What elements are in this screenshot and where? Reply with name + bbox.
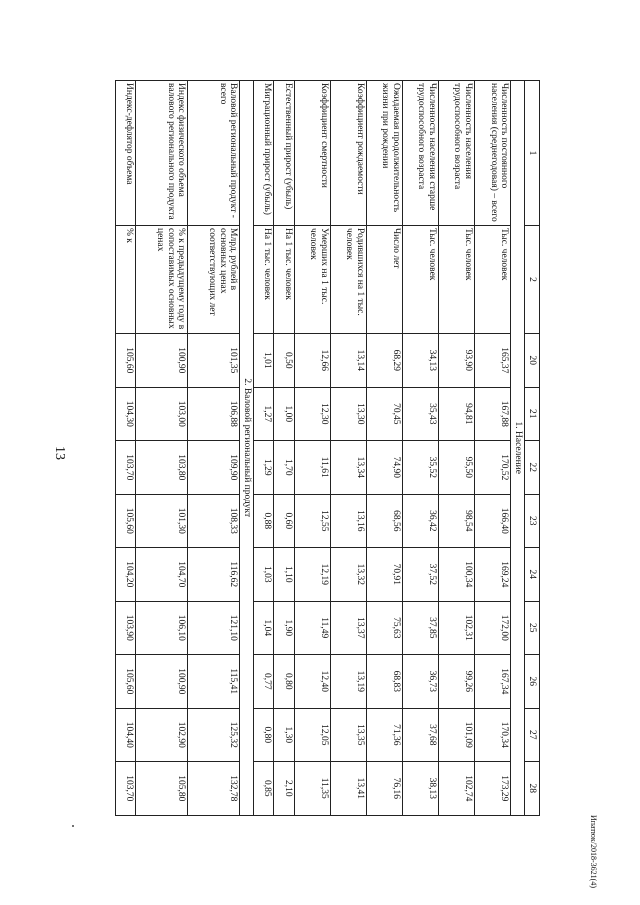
- value-cell: 95,50: [438, 441, 474, 495]
- table-row: [474, 81, 510, 816]
- value-cell: 101,35: [188, 334, 240, 388]
- value-cell: 12,66: [294, 334, 330, 388]
- value-cell: 76,16: [366, 762, 402, 816]
- value-cell: 104,20: [116, 548, 136, 602]
- value-cell: 103,70: [116, 762, 136, 816]
- value-cell: 12,30: [294, 387, 330, 441]
- value-cell: 103,70: [116, 441, 136, 495]
- column-header: 25: [525, 601, 540, 655]
- unit-cell: Тыс. человек: [402, 226, 438, 334]
- value-cell: 68,83: [366, 655, 402, 709]
- value-cell: 13,41: [330, 762, 366, 816]
- value-cell: 71,36: [366, 708, 402, 762]
- indicator-name-cell: Миграционный прирост (убыль): [254, 81, 274, 226]
- table-row: [136, 81, 188, 816]
- value-cell: 13,37: [330, 601, 366, 655]
- section-heading-population: 1. Население: [511, 81, 525, 816]
- value-cell: 12,40: [294, 655, 330, 709]
- value-cell: 35,43: [402, 387, 438, 441]
- scan-speck: [72, 825, 74, 827]
- value-cell: 1,90: [274, 601, 294, 655]
- value-cell: 169,24: [474, 548, 510, 602]
- page-number: 13: [52, 446, 67, 460]
- table-row: [294, 81, 330, 816]
- value-cell: 101,09: [438, 708, 474, 762]
- value-cell: 94,81: [438, 387, 474, 441]
- value-cell: 105,60: [116, 334, 136, 388]
- value-cell: 100,90: [136, 655, 188, 709]
- value-cell: 75,63: [366, 601, 402, 655]
- value-cell: 103,90: [116, 601, 136, 655]
- value-cell: 0,80: [274, 655, 294, 709]
- section-heading-grp: 2. Валовой региональный продукт: [240, 81, 254, 816]
- value-cell: 102,90: [136, 708, 188, 762]
- value-cell: 13,16: [330, 494, 366, 548]
- value-cell: 37,85: [402, 601, 438, 655]
- value-cell: 0,88: [254, 494, 274, 548]
- value-cell: 167,34: [474, 655, 510, 709]
- value-cell: 36,42: [402, 494, 438, 548]
- table-row: [366, 81, 402, 816]
- value-cell: 1,00: [274, 387, 294, 441]
- column-header: 23: [525, 494, 540, 548]
- value-cell: 100,90: [136, 334, 188, 388]
- value-cell: 13,19: [330, 655, 366, 709]
- value-cell: 1,04: [254, 601, 274, 655]
- value-cell: 106,10: [136, 601, 188, 655]
- value-cell: 104,70: [136, 548, 188, 602]
- column-header: 27: [525, 708, 540, 762]
- unit-cell: % к предыдущему году в сопоставимых основных ценах: [136, 226, 188, 334]
- value-cell: 37,68: [402, 708, 438, 762]
- value-cell: 0,50: [274, 334, 294, 388]
- value-cell: 100,34: [438, 548, 474, 602]
- value-cell: 108,33: [188, 494, 240, 548]
- value-cell: 0,85: [254, 762, 274, 816]
- value-cell: 105,80: [136, 762, 188, 816]
- column-header: 22: [525, 441, 540, 495]
- unit-cell: Тыс. человек: [474, 226, 510, 334]
- value-cell: 13,14: [330, 334, 366, 388]
- unit-cell: Родившихся на 1 тыс. человек: [330, 226, 366, 334]
- value-cell: 99,26: [438, 655, 474, 709]
- value-cell: 172,00: [474, 601, 510, 655]
- column-header: 20: [525, 334, 540, 388]
- table-row: [274, 81, 294, 816]
- table-row: [330, 81, 366, 816]
- value-cell: 68,29: [366, 334, 402, 388]
- unit-cell: На 1 тыс. человек: [274, 226, 294, 334]
- value-cell: 165,37: [474, 334, 510, 388]
- value-cell: 13,35: [330, 708, 366, 762]
- value-cell: 121,10: [188, 601, 240, 655]
- value-cell: 105,60: [116, 655, 136, 709]
- value-cell: 12,55: [294, 494, 330, 548]
- value-cell: 132,78: [188, 762, 240, 816]
- value-cell: 1,10: [274, 548, 294, 602]
- indicator-name-cell: Коэффициент смертности: [294, 81, 330, 226]
- column-header: 1: [525, 81, 540, 226]
- value-cell: 1,03: [254, 548, 274, 602]
- value-cell: 93,90: [438, 334, 474, 388]
- value-cell: 38,13: [402, 762, 438, 816]
- value-cell: 12,19: [294, 548, 330, 602]
- header-row: [525, 81, 540, 816]
- value-cell: 36,73: [402, 655, 438, 709]
- value-cell: 166,40: [474, 494, 510, 548]
- indicator-name-cell: Численность населения трудоспособного возраста: [438, 81, 474, 226]
- value-cell: 70,45: [366, 387, 402, 441]
- value-cell: 11,61: [294, 441, 330, 495]
- indicator-name-cell: Индекс физического объема валового регионального продукта: [136, 81, 188, 226]
- indicator-name-cell: Ожидаемая продолжительность жизни при рождении: [366, 81, 402, 226]
- unit-cell: Умерших на 1 тыс. человек: [294, 226, 330, 334]
- value-cell: 0,60: [274, 494, 294, 548]
- value-cell: 125,32: [188, 708, 240, 762]
- section-heading-row: [240, 81, 254, 816]
- indicator-name-cell: Индекс-дефлятор объема: [116, 81, 136, 226]
- value-cell: 104,30: [116, 387, 136, 441]
- value-cell: 1,01: [254, 334, 274, 388]
- unit-cell: Тыс. человек: [438, 226, 474, 334]
- value-cell: 103,00: [136, 387, 188, 441]
- indicator-name-cell: Валовой региональный продукт - всего: [188, 81, 240, 226]
- indicator-name-cell: Коэффициент рождаемости: [330, 81, 366, 226]
- value-cell: 13,30: [330, 387, 366, 441]
- unit-cell: Млрд. рублей в основных ценах соответствующих лет: [188, 226, 240, 334]
- value-cell: 1,70: [274, 441, 294, 495]
- value-cell: 2,10: [274, 762, 294, 816]
- value-cell: 106,88: [188, 387, 240, 441]
- value-cell: 173,29: [474, 762, 510, 816]
- indicator-name-cell: Естественный прирост (убыль): [274, 81, 294, 226]
- value-cell: 98,54: [438, 494, 474, 548]
- value-cell: 35,52: [402, 441, 438, 495]
- value-cell: 74,90: [366, 441, 402, 495]
- value-cell: 0,80: [254, 708, 274, 762]
- value-cell: 13,32: [330, 548, 366, 602]
- table-row: [188, 81, 240, 816]
- value-cell: 102,31: [438, 601, 474, 655]
- value-cell: 11,35: [294, 762, 330, 816]
- value-cell: 12,05: [294, 708, 330, 762]
- value-cell: 104,40: [116, 708, 136, 762]
- unit-cell: % к: [116, 226, 136, 334]
- table-row: [402, 81, 438, 816]
- column-header: 26: [525, 655, 540, 709]
- value-cell: 37,52: [402, 548, 438, 602]
- value-cell: 109,90: [188, 441, 240, 495]
- indicator-table: [115, 80, 540, 816]
- value-cell: 0,77: [254, 655, 274, 709]
- value-cell: 1,29: [254, 441, 274, 495]
- table-row: [116, 81, 136, 816]
- value-cell: 1,27: [254, 387, 274, 441]
- value-cell: 101,30: [136, 494, 188, 548]
- value-cell: 70,91: [366, 548, 402, 602]
- value-cell: 167,88: [474, 387, 510, 441]
- value-cell: 102,74: [438, 762, 474, 816]
- value-cell: 1,30: [274, 708, 294, 762]
- column-header: 21: [525, 387, 540, 441]
- value-cell: 170,34: [474, 708, 510, 762]
- unit-cell: Число лет: [366, 226, 402, 334]
- column-header: 2: [525, 226, 540, 334]
- indicator-name-cell: Численность постоянного населения (среднегодовая) – всего: [474, 81, 510, 226]
- value-cell: 68,56: [366, 494, 402, 548]
- value-cell: 11,49: [294, 601, 330, 655]
- column-header: 24: [525, 548, 540, 602]
- value-cell: 103,80: [136, 441, 188, 495]
- value-cell: 34,13: [402, 334, 438, 388]
- table-row: [438, 81, 474, 816]
- value-cell: 170,52: [474, 441, 510, 495]
- section-heading-row: [511, 81, 525, 816]
- indicator-table-wrapper: [115, 80, 540, 815]
- table-row: [254, 81, 274, 816]
- value-cell: 115,41: [188, 655, 240, 709]
- indicator-name-cell: Численность населения старше трудоспособного возраста: [402, 81, 438, 226]
- value-cell: 13,34: [330, 441, 366, 495]
- value-cell: 116,62: [188, 548, 240, 602]
- footer-document-code: Ипатюк/2018-3621(4): [589, 815, 598, 888]
- column-header: 28: [525, 762, 540, 816]
- unit-cell: На 1 тыс. человек: [254, 226, 274, 334]
- value-cell: 105,60: [116, 494, 136, 548]
